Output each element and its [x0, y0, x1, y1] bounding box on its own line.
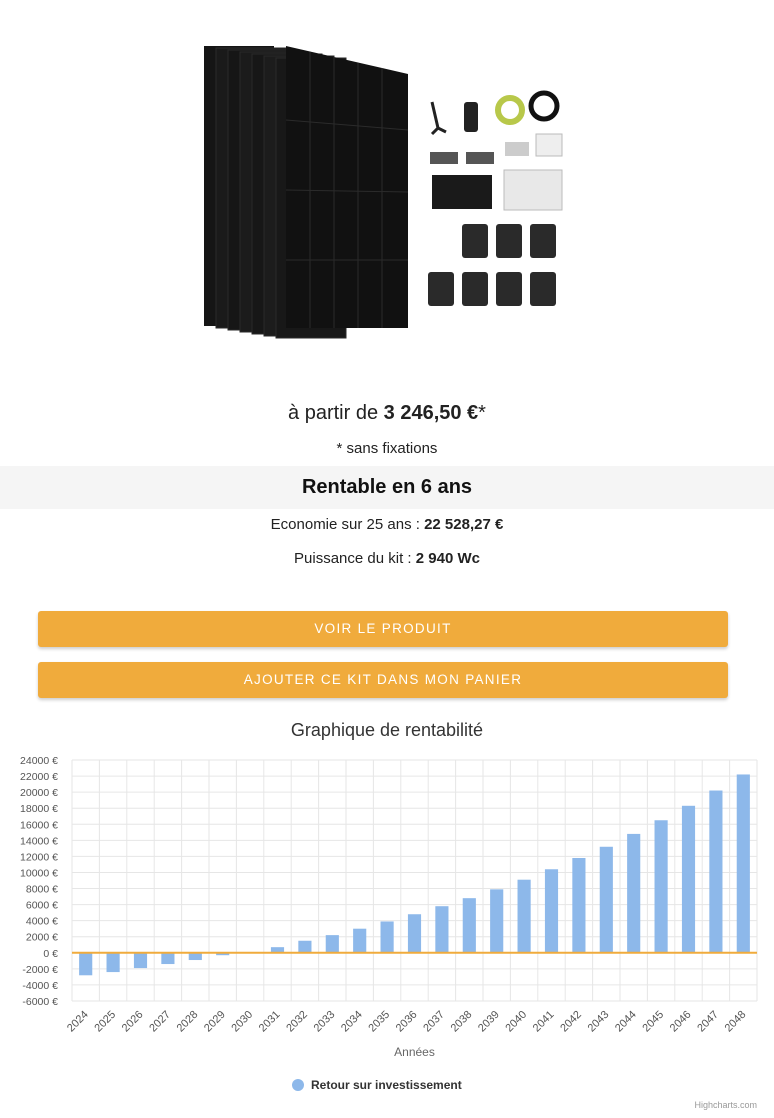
- bar-2028[interactable]: [189, 953, 202, 960]
- x-tick-label: 2048: [722, 1008, 749, 1035]
- bar-2039[interactable]: [490, 889, 503, 952]
- legend-marker: [292, 1079, 304, 1091]
- y-tick-label: -4000 €: [22, 979, 58, 992]
- profitability-chart: [0, 745, 774, 1118]
- view-product-button[interactable]: VOIR LE PRODUIT: [38, 611, 728, 647]
- y-tick-label: 16000 €: [20, 819, 58, 832]
- x-axis-ticks: [65, 1009, 748, 1035]
- puissance-label: Puissance du kit :: [294, 550, 416, 567]
- y-tick-label: 2000 €: [25, 931, 58, 944]
- bar-2038[interactable]: [463, 898, 476, 953]
- bar-2025[interactable]: [107, 953, 120, 972]
- solar-panels-icon: [204, 46, 408, 338]
- y-tick-label: 14000 €: [20, 835, 58, 848]
- x-tick-label: 2031: [256, 1008, 283, 1035]
- chart-legend[interactable]: [292, 1078, 462, 1092]
- bar-2027[interactable]: [161, 953, 174, 964]
- y-tick-label: 8000 €: [25, 883, 58, 896]
- x-tick-label: 2045: [640, 1008, 667, 1035]
- x-tick-label: 2042: [558, 1008, 585, 1035]
- x-tick-label: 2028: [174, 1008, 201, 1035]
- chart-credits[interactable]: Highcharts.com: [694, 1100, 757, 1110]
- economie-label: Economie sur 25 ans :: [270, 516, 425, 533]
- bar-2037[interactable]: [435, 906, 448, 953]
- accessories-icon: [428, 93, 562, 306]
- bar-2045[interactable]: [655, 820, 668, 953]
- y-tick-label: 10000 €: [20, 867, 58, 880]
- bar-2041[interactable]: [545, 869, 558, 953]
- x-tick-label: 2029: [202, 1008, 228, 1035]
- bar-2036[interactable]: [408, 914, 421, 953]
- y-axis-ticks: [20, 755, 58, 1008]
- chart-grid: [72, 760, 757, 1001]
- y-tick-label: 6000 €: [25, 899, 58, 912]
- y-tick-label: 20000 €: [20, 787, 58, 800]
- x-tick-label: 2024: [65, 1008, 91, 1035]
- x-tick-label: 2047: [695, 1008, 722, 1035]
- x-tick-label: 2032: [284, 1008, 311, 1035]
- puissance-line: [0, 550, 774, 567]
- rentability-banner: Rentable en 6 ans: [0, 466, 774, 509]
- price-note: * sans fixations: [336, 440, 438, 457]
- x-axis-label: Années: [394, 1045, 435, 1059]
- y-tick-label: 12000 €: [20, 851, 58, 864]
- bar-2047[interactable]: [709, 791, 722, 953]
- bar-2034[interactable]: [353, 929, 366, 953]
- x-tick-label: 2033: [311, 1008, 338, 1035]
- bar-2040[interactable]: [518, 880, 531, 953]
- bar-2048[interactable]: [737, 774, 750, 952]
- price-value: 3 246,50 €: [383, 402, 479, 424]
- x-tick-label: 2027: [147, 1008, 174, 1035]
- x-tick-label: 2046: [667, 1008, 694, 1035]
- x-tick-label: 2043: [585, 1008, 612, 1035]
- product-image: [200, 10, 570, 355]
- economie-value: 22 528,27 €: [424, 516, 504, 533]
- legend-label: Retour sur investissement: [311, 1078, 462, 1092]
- y-tick-label: -6000 €: [22, 996, 58, 1008]
- x-tick-label: 2026: [119, 1008, 146, 1035]
- x-tick-label: 2025: [92, 1008, 119, 1035]
- y-tick-label: 22000 €: [20, 771, 58, 784]
- bar-2032[interactable]: [298, 941, 311, 953]
- y-tick-label: -2000 €: [22, 963, 58, 976]
- x-tick-label: 2035: [366, 1008, 393, 1035]
- bar-2024[interactable]: [79, 953, 92, 975]
- y-tick-label: 4000 €: [25, 915, 58, 928]
- bar-2046[interactable]: [682, 806, 695, 953]
- x-tick-label: 2040: [503, 1008, 530, 1035]
- y-tick-label: 24000 €: [20, 755, 58, 767]
- x-tick-label: 2037: [421, 1008, 448, 1035]
- bar-2043[interactable]: [600, 847, 613, 953]
- bar-2026[interactable]: [134, 953, 147, 968]
- x-tick-label: 2038: [448, 1008, 475, 1035]
- puissance-value: 2 940 Wc: [415, 550, 480, 567]
- price-suffix: *: [478, 402, 486, 424]
- add-to-cart-button[interactable]: AJOUTER CE KIT DANS MON PANIER: [38, 662, 728, 698]
- bar-2033[interactable]: [326, 935, 339, 953]
- chart-bars: [79, 774, 750, 975]
- economie-line: [0, 516, 774, 533]
- x-tick-label: 2036: [393, 1008, 420, 1035]
- x-tick-label: 2034: [339, 1008, 365, 1035]
- bar-2042[interactable]: [572, 858, 585, 953]
- bar-2035[interactable]: [381, 921, 394, 952]
- x-tick-label: 2044: [613, 1008, 639, 1035]
- x-tick-label: 2039: [476, 1008, 502, 1035]
- bar-2044[interactable]: [627, 834, 640, 953]
- x-tick-label: 2041: [530, 1008, 557, 1035]
- price-line: [0, 402, 774, 425]
- chart-title: Graphique de rentabilité: [290, 720, 484, 740]
- y-tick-label: 18000 €: [20, 803, 58, 816]
- x-tick-label: 2030: [229, 1008, 256, 1035]
- price-prefix: à partir de: [288, 402, 384, 424]
- y-tick-label: 0 €: [43, 947, 58, 960]
